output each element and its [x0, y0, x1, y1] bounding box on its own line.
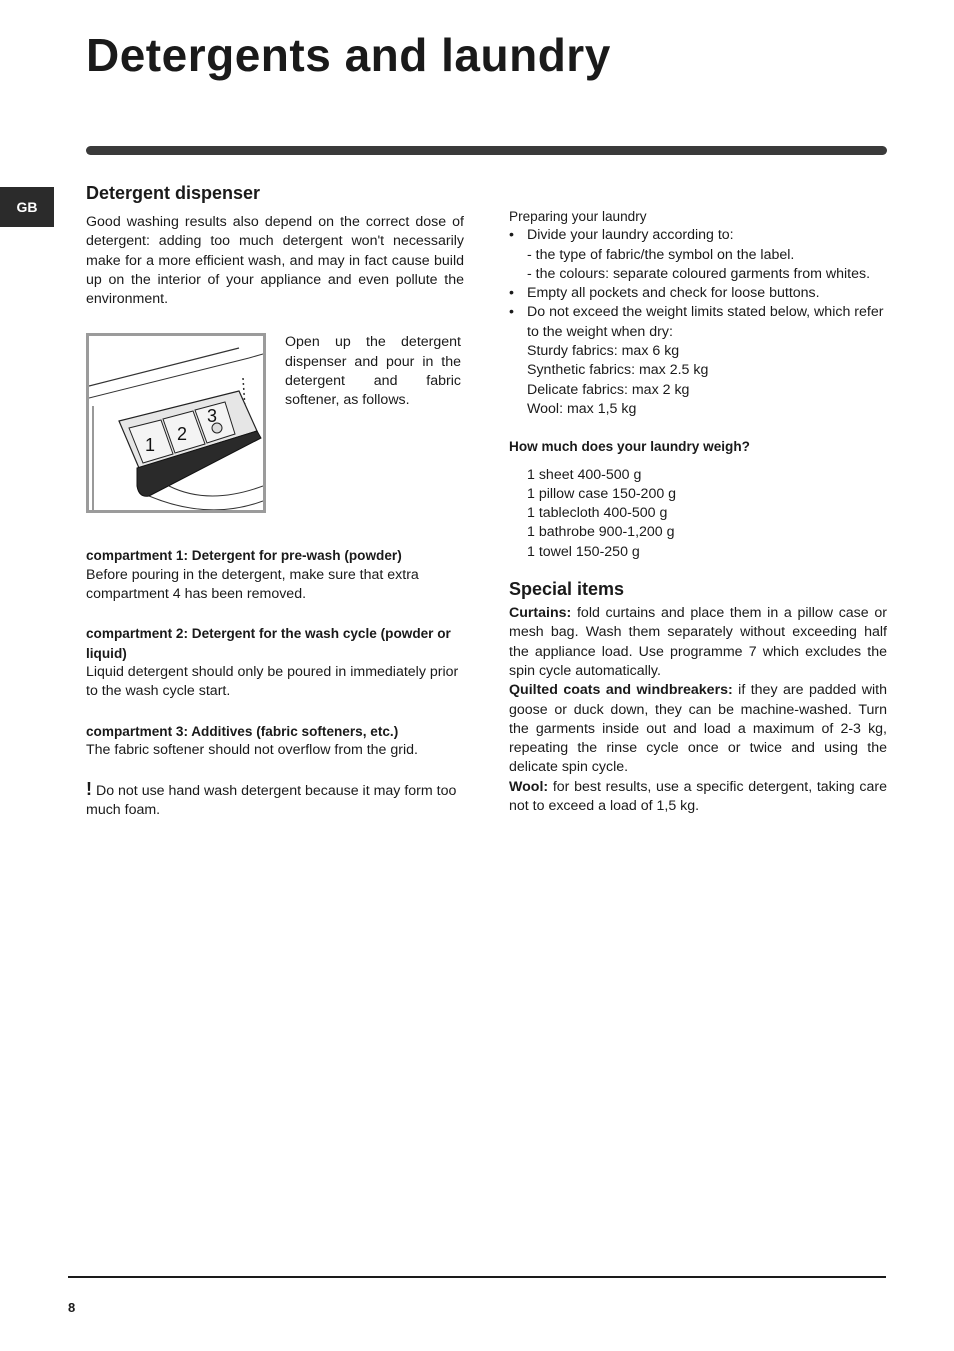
language-tab: GB	[0, 187, 54, 227]
weights-list	[509, 466, 887, 562]
compartment-1-text: Before pouring in the detergent, make sure that extra compartment 4 has been removed.	[86, 566, 419, 603]
compartment-1-title: compartment 1: Detergent for pre-wash (powder)	[86, 548, 402, 564]
compartment-2-text: Liquid detergent should only be poured in immediately prior to the wash cycle start.	[86, 663, 459, 700]
page-title: Detergents and laundry	[86, 29, 611, 81]
compartment-3-text: The fabric softener should not overflow from the grid.	[86, 741, 418, 758]
list-item: • Do not exceed the weight limits stated below, which refer to the weight when dry: Sturdy fabrics: max 6 kg Synthetic fabrics: max 2.5 kg Delicate fabrics: max 2 kg Wool: max 1,5 kg	[509, 304, 884, 417]
bullet-icon: •	[509, 304, 514, 321]
dispenser-heading: Detergent dispenser	[86, 183, 261, 203]
bullet-icon: •	[509, 227, 514, 244]
foam-warning	[86, 780, 464, 821]
compartment-2-label: 2	[177, 424, 188, 445]
list-item: • Empty all pockets and check for loose buttons.	[509, 284, 887, 303]
footer-divider	[68, 1276, 886, 1278]
curtains-paragraph: Curtains: fold curtains and place them in a pillow case or mesh bag. Wash them separately without exceeding half the appliance load. Use programme 7 which excludes the spin cycle automatically.	[509, 605, 887, 679]
list-item: 1 towel 150-250 g	[527, 543, 640, 560]
compartment-1-label: 1	[145, 435, 156, 456]
list-item: 1 sheet 400-500 g	[527, 466, 642, 483]
warning-text: Do not use hand wash detergent because it may form too much foam.	[86, 783, 457, 819]
figure-caption: Open up the detergent dispenser and pour in the detergent and fabric softener, as follows.	[285, 334, 461, 409]
preparing-list	[509, 226, 887, 419]
right-column	[509, 180, 887, 816]
list-item: 1 bathrobe 900-1,200 g	[527, 524, 675, 541]
wool-paragraph: Wool: for best results, use a specific detergent, taking care not to exceed a load of 1,5 kg.	[509, 778, 887, 815]
bullet-icon: •	[509, 285, 514, 302]
weights-heading: How much does your laundry weigh?	[509, 439, 750, 455]
preparing-heading: Preparing your laundry	[509, 209, 647, 224]
compartment-2-title: compartment 2: Detergent for the wash cycle (powder or liquid)	[86, 626, 451, 661]
list-item: • Divide your laundry according to: - the type of fabric/the symbol on the label. - the colours: separate coloured garments from whites.	[509, 227, 871, 282]
compartment-3-title: compartment 3: Additives (fabric softeners, etc.)	[86, 723, 399, 739]
warning-icon: !	[86, 779, 92, 800]
title-divider	[86, 146, 887, 155]
left-column	[86, 180, 464, 821]
dispenser-figure-row	[86, 333, 464, 513]
page-number: 8	[68, 1300, 76, 1315]
dispenser-intro: Good washing results also depend on the correct dose of detergent: adding too much detergent won't necessarily make for a more efficient wash, and may in fact cause build up on the interior of your appliance and even pollute the environment.	[86, 214, 464, 308]
special-items-heading: Special items	[509, 579, 625, 600]
detergent-dispenser-illustration	[86, 333, 266, 513]
list-item: 1 tablecloth 400-500 g	[527, 505, 668, 522]
compartment-3-label: 3	[207, 406, 218, 427]
quilted-paragraph: Quilted coats and windbreakers: if they are padded with goose or duck down, they can be machine-washed. Turn the garments inside out and load a maximum of 2-3 kg, repeating the rinse cycle once or twice and using the delicate spin cycle.	[509, 682, 887, 776]
list-item: 1 pillow case 150-200 g	[527, 485, 677, 502]
dispenser-drawing-icon	[89, 336, 263, 510]
